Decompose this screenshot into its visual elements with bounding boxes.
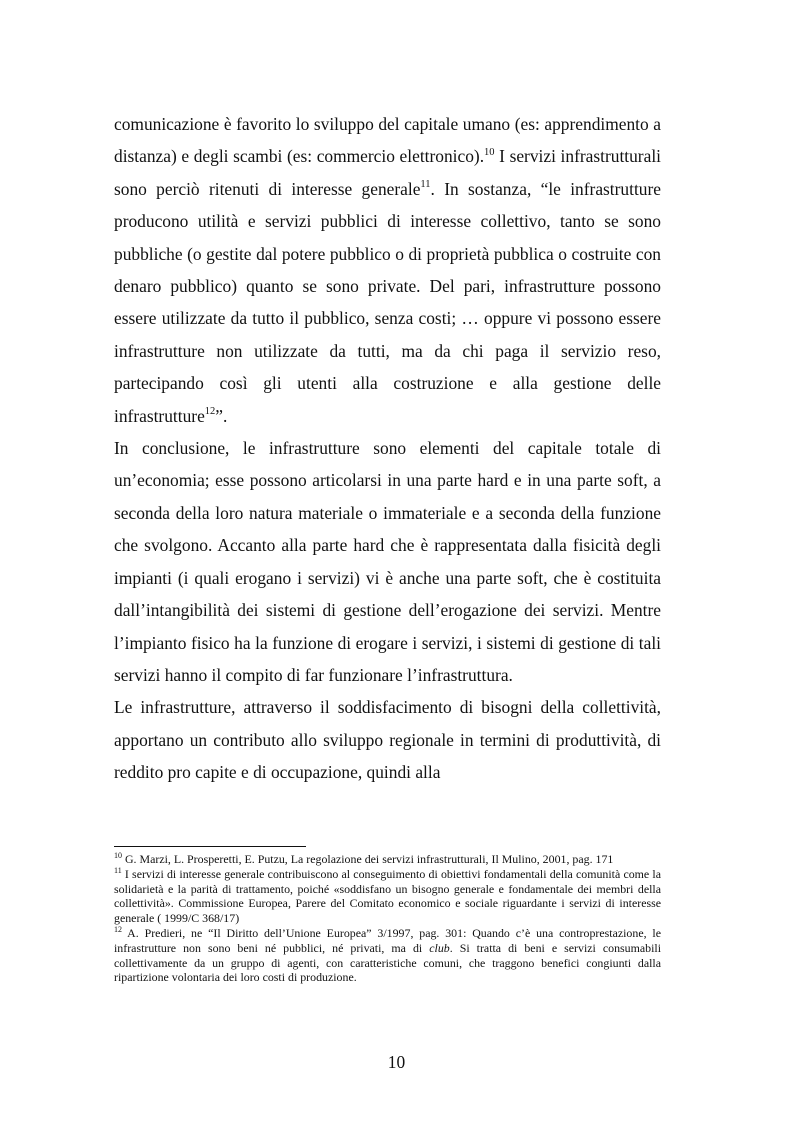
- footnote-separator: [114, 846, 306, 847]
- footnote-ref-10[interactable]: 10: [484, 146, 495, 158]
- paragraph: In conclusione, le infrastrutture sono elementi del capitale totale di un’economia; esse possono articolarsi in una parte hard e in una parte soft, a seconda della loro natura materiale o immateriale e a seconda della funzione che svolgono. Accanto alla parte hard che è rappresentata dalla fisicità degli impianti (i quali erogano i servizi) vi è anche una parte soft, che è costituita dall’intangibilità dei sistemi di gestione dell’erogazione dei servizi. Mentre l’impianto fisico ha la funzione di erogare i servizi, i sistemi di gestione di tali servizi hanno il compito di far funzionare l’infrastruttura.: [114, 438, 661, 685]
- body-text: [114, 108, 661, 789]
- footnote: $^{12}$ A. Predieri, ne “Il Diritto dell’Unione Europea” 3/1997, pag. 301: Quando c’è una controprestazione, le infrastrutture non sono beni né pubblici, né privati, ma di club. Si tratta di beni e servizi consumabili collettivamente da un gruppo di agenti, con caratteristiche comuni, che traggono benefici congiunti dalla ripartizione volontaria dei loro costi di produzione.: [114, 925, 661, 985]
- paragraph: comunicazione è favorito lo sviluppo del capitale umano (es: apprendimento a distanza) e degli scambi (es: commercio elettronico).$^{10}$ I servizi infrastrutturali sono perciò ritenuti di interesse generale$^{11}$. In sostanza, “le infrastrutture producono utilità e servizi pubblici di interesse collettivo, tanto se sono pubbliche (o gestite dal potere pubblico o di proprietà pubblica o costruite con denaro pubblico) quanto se sono private. Del pari, infrastrutture possono essere utilizzate da tutto il pubblico, senza costi; … oppure vi possono essere infrastrutture non utilizzate da tutti, ma da chi paga il servizio reso, partecipando così gli utenti alla costruzione e alla gestione delle infrastrutture$^{12}$”.: [114, 114, 661, 426]
- paragraph: Le infrastrutture, attraverso il soddisfacimento di bisogni della collettività, apportano un contributo allo sviluppo regionale in termini di produttività, di reddito pro capite e di occupazione, quindi alla: [114, 697, 661, 783]
- footnote-ref-12[interactable]: 12: [204, 405, 216, 417]
- footnote-ref-11[interactable]: 11: [420, 179, 431, 191]
- footnote-number: 11: [114, 865, 122, 875]
- footnote-number: 10: [114, 851, 122, 861]
- footnotes: [114, 852, 661, 985]
- footnote: $^{11}$ I servizi di interesse generale contribuiscono al conseguimento di obiettivi fondamentali della comunità come la solidarietà e la parità di trattamento, poiché «soddisfano un bisogno generale e fondamentale dei membri della collettività». Commissione Europea, Parere del Comitato economico e sociale riguardante i servizi di interesse generale ( 1999/C 368/17): [114, 865, 661, 926]
- footnote: $^{10}$ G. Marzi, L. Prosperetti, E. Putzu, La regolazione dei servizi infrastrutturali, Il Mulino, 2001, pag. 171: [114, 851, 614, 866]
- footnote-number: 12: [114, 925, 122, 935]
- page-number: 10: [387, 1052, 406, 1072]
